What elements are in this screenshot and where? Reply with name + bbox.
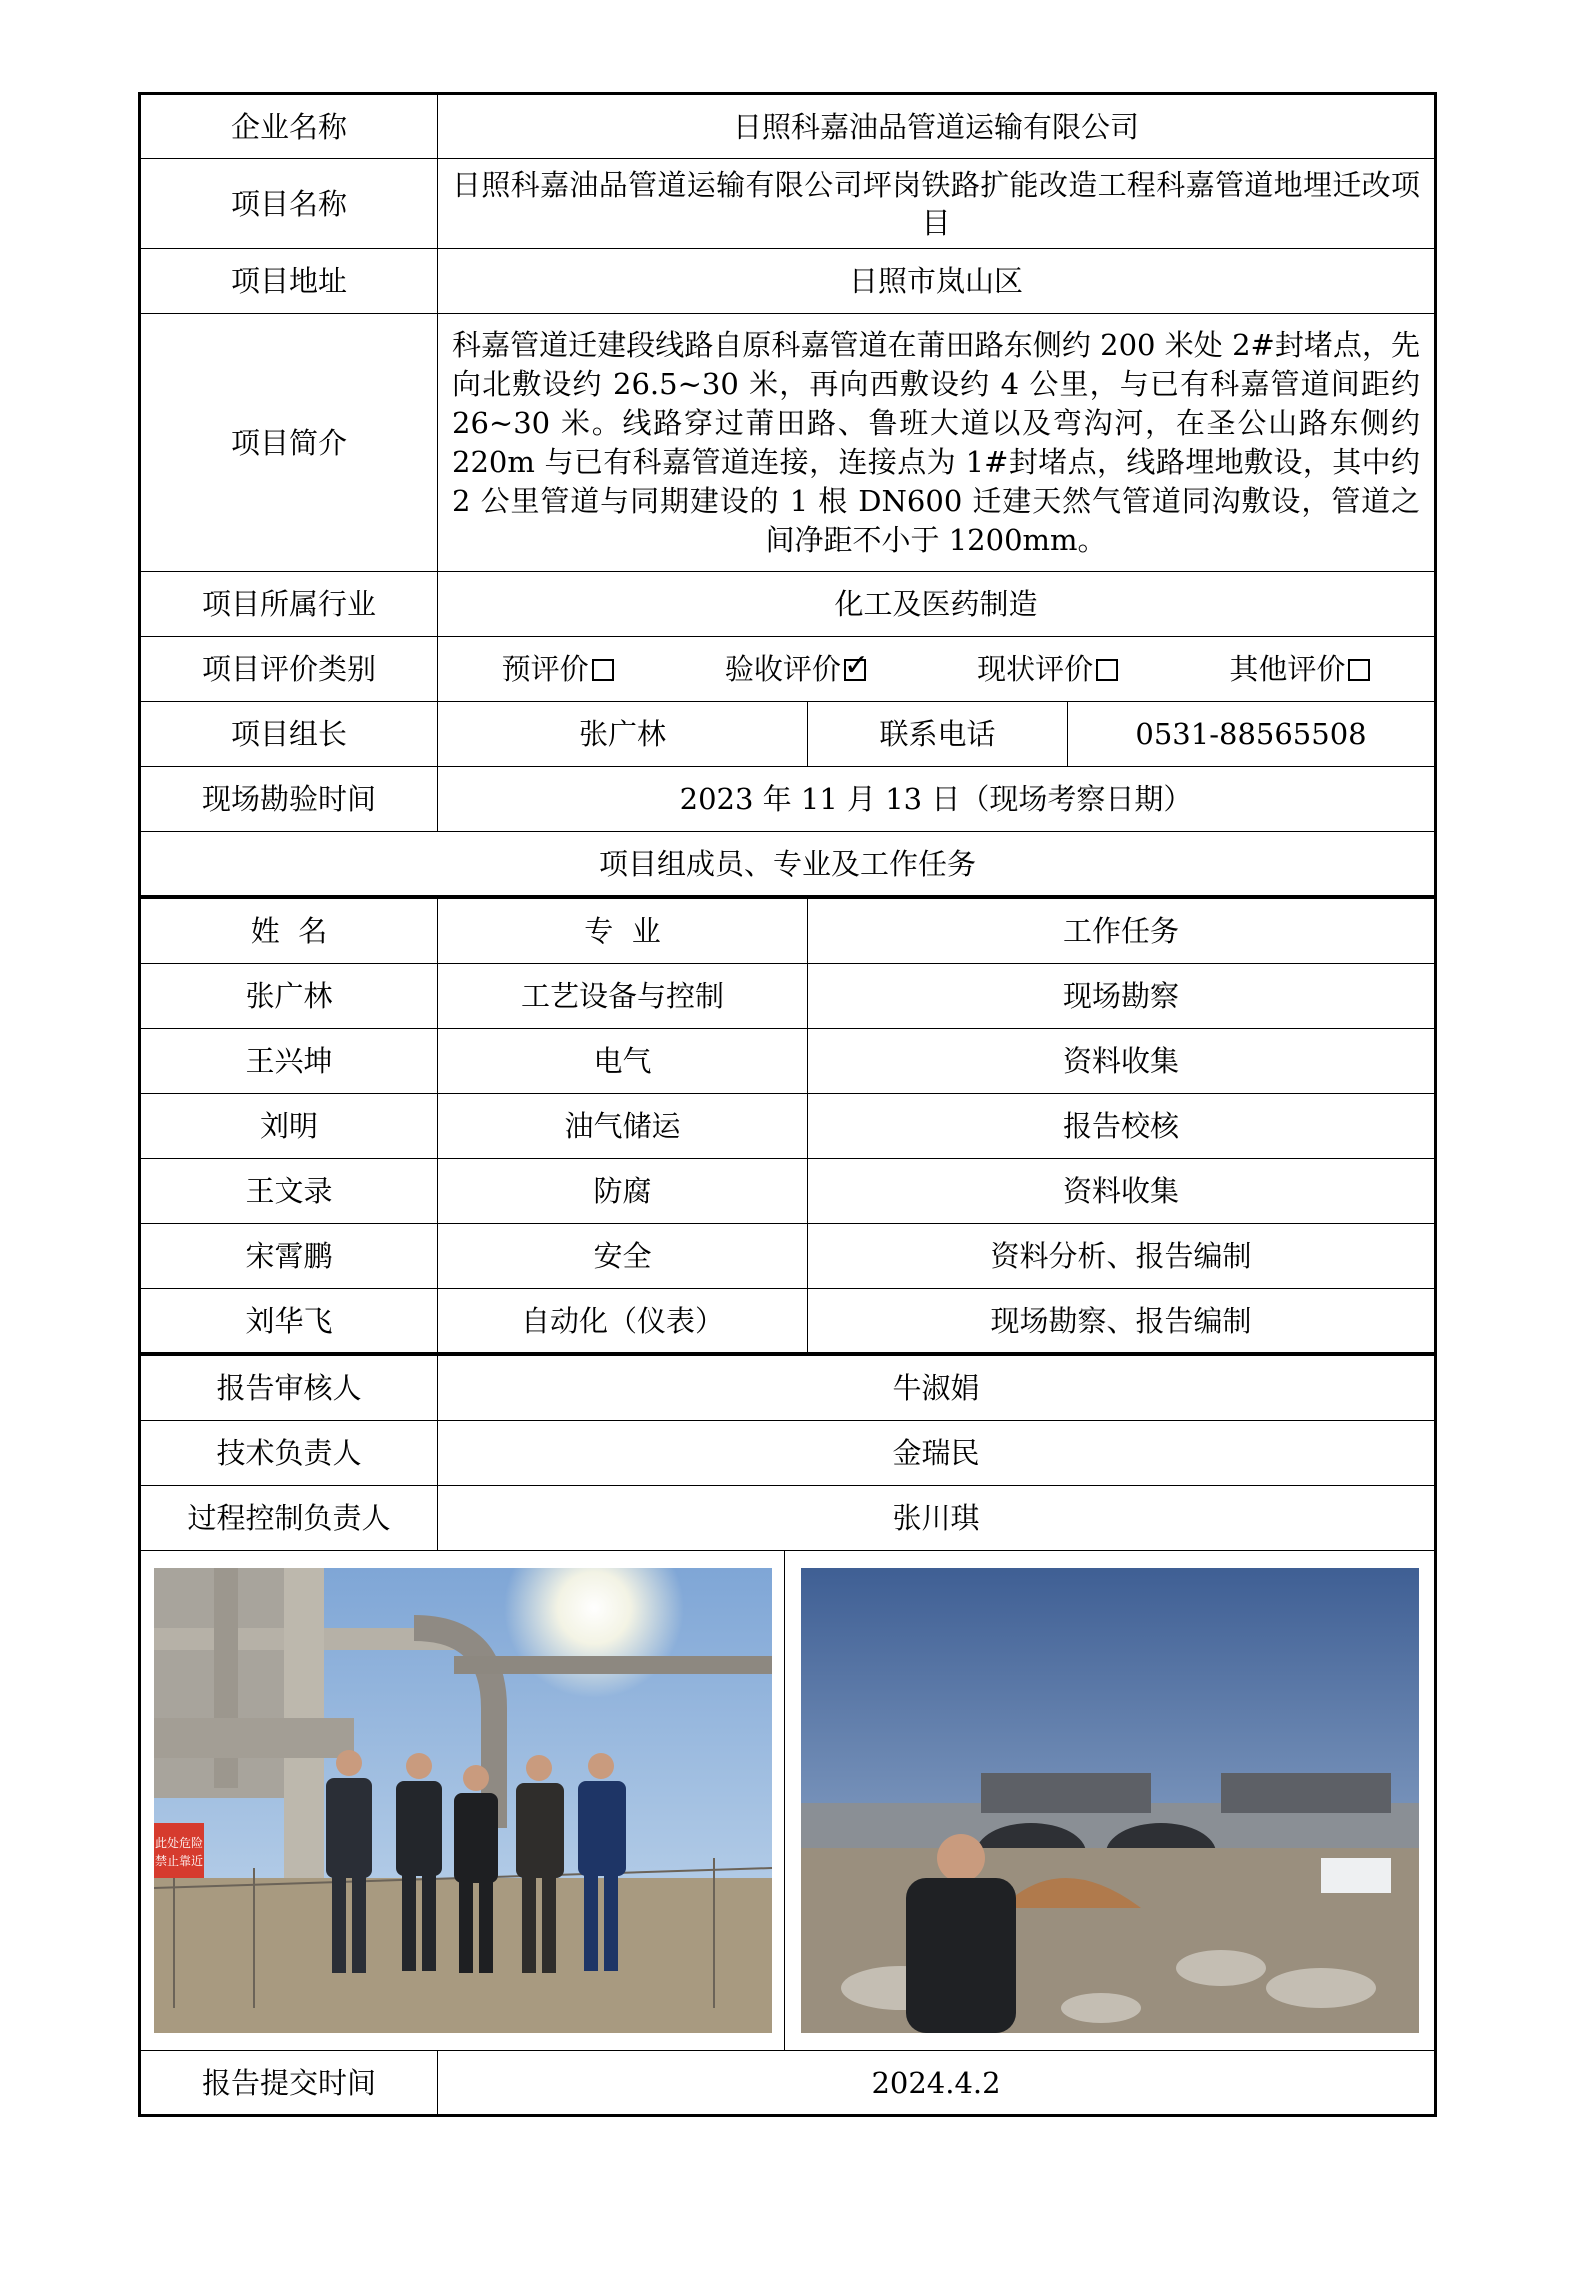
reviewer-value: 牛淑娟 — [438, 1356, 1436, 1421]
project-intro-label: 项目简介 — [140, 314, 438, 572]
project-address-label: 项目地址 — [140, 249, 438, 314]
evaluation-option-acceptance[interactable]: 验收评价 ✓ — [724, 648, 870, 686]
table-row — [140, 964, 1436, 1029]
reviewer-label: 报告审核人 — [140, 1356, 438, 1421]
info-table — [138, 92, 1437, 898]
member-name: 刘明 — [140, 1094, 438, 1159]
member-task: 资料收集 — [808, 1159, 1436, 1224]
row-project-intro — [140, 314, 1436, 572]
project-name-value: 日照科嘉油品管道运输有限公司坪岗铁路扩能改造工程科嘉管道地埋迁改项目 — [452, 167, 1421, 240]
evaluation-option-other[interactable]: 其他评价 — [1229, 650, 1370, 688]
evaluation-option-status[interactable]: 现状评价 — [977, 650, 1118, 688]
project-intro-value: 科嘉管道迁建段线路自原科嘉管道在莆田路东侧约 200 米处 2#封堵点，先向北敷设约 26.5~30 米，再向西敷设约 4 公里，与已有科嘉管道间距约 26~30 米。线路穿过莆田路、鲁班大道以及弯沟河，在圣公山路东侧约 220m 与已有科嘉管道连接，连接点为 1#封堵点，线路埋地敷设，其中约 2 公里管道与同期建设的 1 根 DN600 迁建天然气管道同沟敷设，管道之间净距不小于 1200mm。 — [452, 327, 1421, 557]
team-table — [138, 898, 1437, 1355]
member-task: 资料收集 — [808, 1029, 1436, 1094]
submit-time-value: 2024.4.2 — [438, 2051, 1436, 2116]
team-photo-image — [154, 1568, 772, 2033]
phone-label: 联系电话 — [808, 702, 1068, 767]
phone-value: 0531-88565508 — [1068, 702, 1436, 767]
team-header-row — [140, 899, 1436, 964]
header-major: 专 业 — [438, 899, 808, 964]
member-task: 现场勘察、报告编制 — [808, 1289, 1436, 1354]
survey-time-label: 现场勘验时间 — [140, 767, 438, 832]
header-name: 姓 名 — [140, 899, 438, 964]
table-row — [140, 1224, 1436, 1289]
site-photo-construction — [801, 1568, 1419, 2033]
row-company — [140, 94, 1436, 159]
member-major: 安全 — [438, 1224, 808, 1289]
approval-table — [138, 1355, 1437, 2117]
warning-sign-line-1: 此处危险 — [154, 1836, 203, 1850]
construction-photo-image — [801, 1568, 1419, 2033]
leader-value: 张广林 — [438, 702, 808, 767]
industry-label: 项目所属行业 — [140, 572, 438, 637]
evaluation-option-pre[interactable]: 预评价 — [502, 650, 614, 688]
table-row — [140, 1159, 1436, 1224]
survey-time-value: 2023 年 11 月 13 日（现场考察日期） — [438, 767, 1436, 832]
table-row — [140, 1094, 1436, 1159]
member-major: 防腐 — [438, 1159, 808, 1224]
member-name: 王兴坤 — [140, 1029, 438, 1094]
member-task: 现场勘察 — [808, 964, 1436, 1029]
team-title: 项目组成员、专业及工作任务 — [140, 832, 1436, 897]
member-major: 电气 — [438, 1029, 808, 1094]
member-major: 工艺设备与控制 — [438, 964, 808, 1029]
process-lead-label: 过程控制负责人 — [140, 1486, 438, 1551]
member-name: 王文录 — [140, 1159, 438, 1224]
row-leader — [140, 702, 1436, 767]
evaluation-options — [446, 650, 1426, 688]
row-reviewer — [140, 1356, 1436, 1421]
row-submit-time — [140, 2051, 1436, 2116]
checkbox-acceptance-checked[interactable] — [843, 648, 870, 683]
member-task: 报告校核 — [808, 1094, 1436, 1159]
warning-sign-line-2: 禁止靠近 — [154, 1854, 203, 1868]
row-process-lead — [140, 1486, 1436, 1551]
member-name: 宋霄鹏 — [140, 1224, 438, 1289]
row-photos — [140, 1551, 1436, 2051]
member-name: 张广林 — [140, 964, 438, 1029]
project-address-value: 日照市岚山区 — [438, 249, 1436, 314]
header-task: 工作任务 — [808, 899, 1436, 964]
leader-label: 项目组长 — [140, 702, 438, 767]
process-lead-value: 张川琪 — [438, 1486, 1436, 1551]
check-mark-icon: ✓ — [843, 648, 870, 683]
table-row — [140, 1289, 1436, 1354]
row-project-name — [140, 159, 1436, 249]
row-project-address — [140, 249, 1436, 314]
project-name-label: 项目名称 — [140, 159, 438, 249]
checkbox-status[interactable] — [1096, 659, 1118, 681]
member-name: 刘华飞 — [140, 1289, 438, 1354]
member-task: 资料分析、报告编制 — [808, 1224, 1436, 1289]
row-team-title — [140, 832, 1436, 897]
tech-lead-value: 金瑞民 — [438, 1421, 1436, 1486]
submit-time-label: 报告提交时间 — [140, 2051, 438, 2116]
tech-lead-label: 技术负责人 — [140, 1421, 438, 1486]
site-photo-team — [154, 1568, 772, 2033]
industry-value: 化工及医药制造 — [438, 572, 1436, 637]
checkbox-pre[interactable] — [592, 659, 614, 681]
row-evaluation — [140, 637, 1436, 702]
member-major: 自动化（仪表） — [438, 1289, 808, 1354]
table-row — [140, 1029, 1436, 1094]
project-info-sheet — [138, 92, 1434, 2117]
checkbox-other[interactable] — [1348, 659, 1370, 681]
company-label: 企业名称 — [140, 94, 438, 159]
row-industry — [140, 572, 1436, 637]
evaluation-label: 项目评价类别 — [140, 637, 438, 702]
row-survey-time — [140, 767, 1436, 832]
member-major: 油气储运 — [438, 1094, 808, 1159]
row-tech-lead — [140, 1421, 1436, 1486]
company-value: 日照科嘉油品管道运输有限公司 — [438, 94, 1436, 159]
